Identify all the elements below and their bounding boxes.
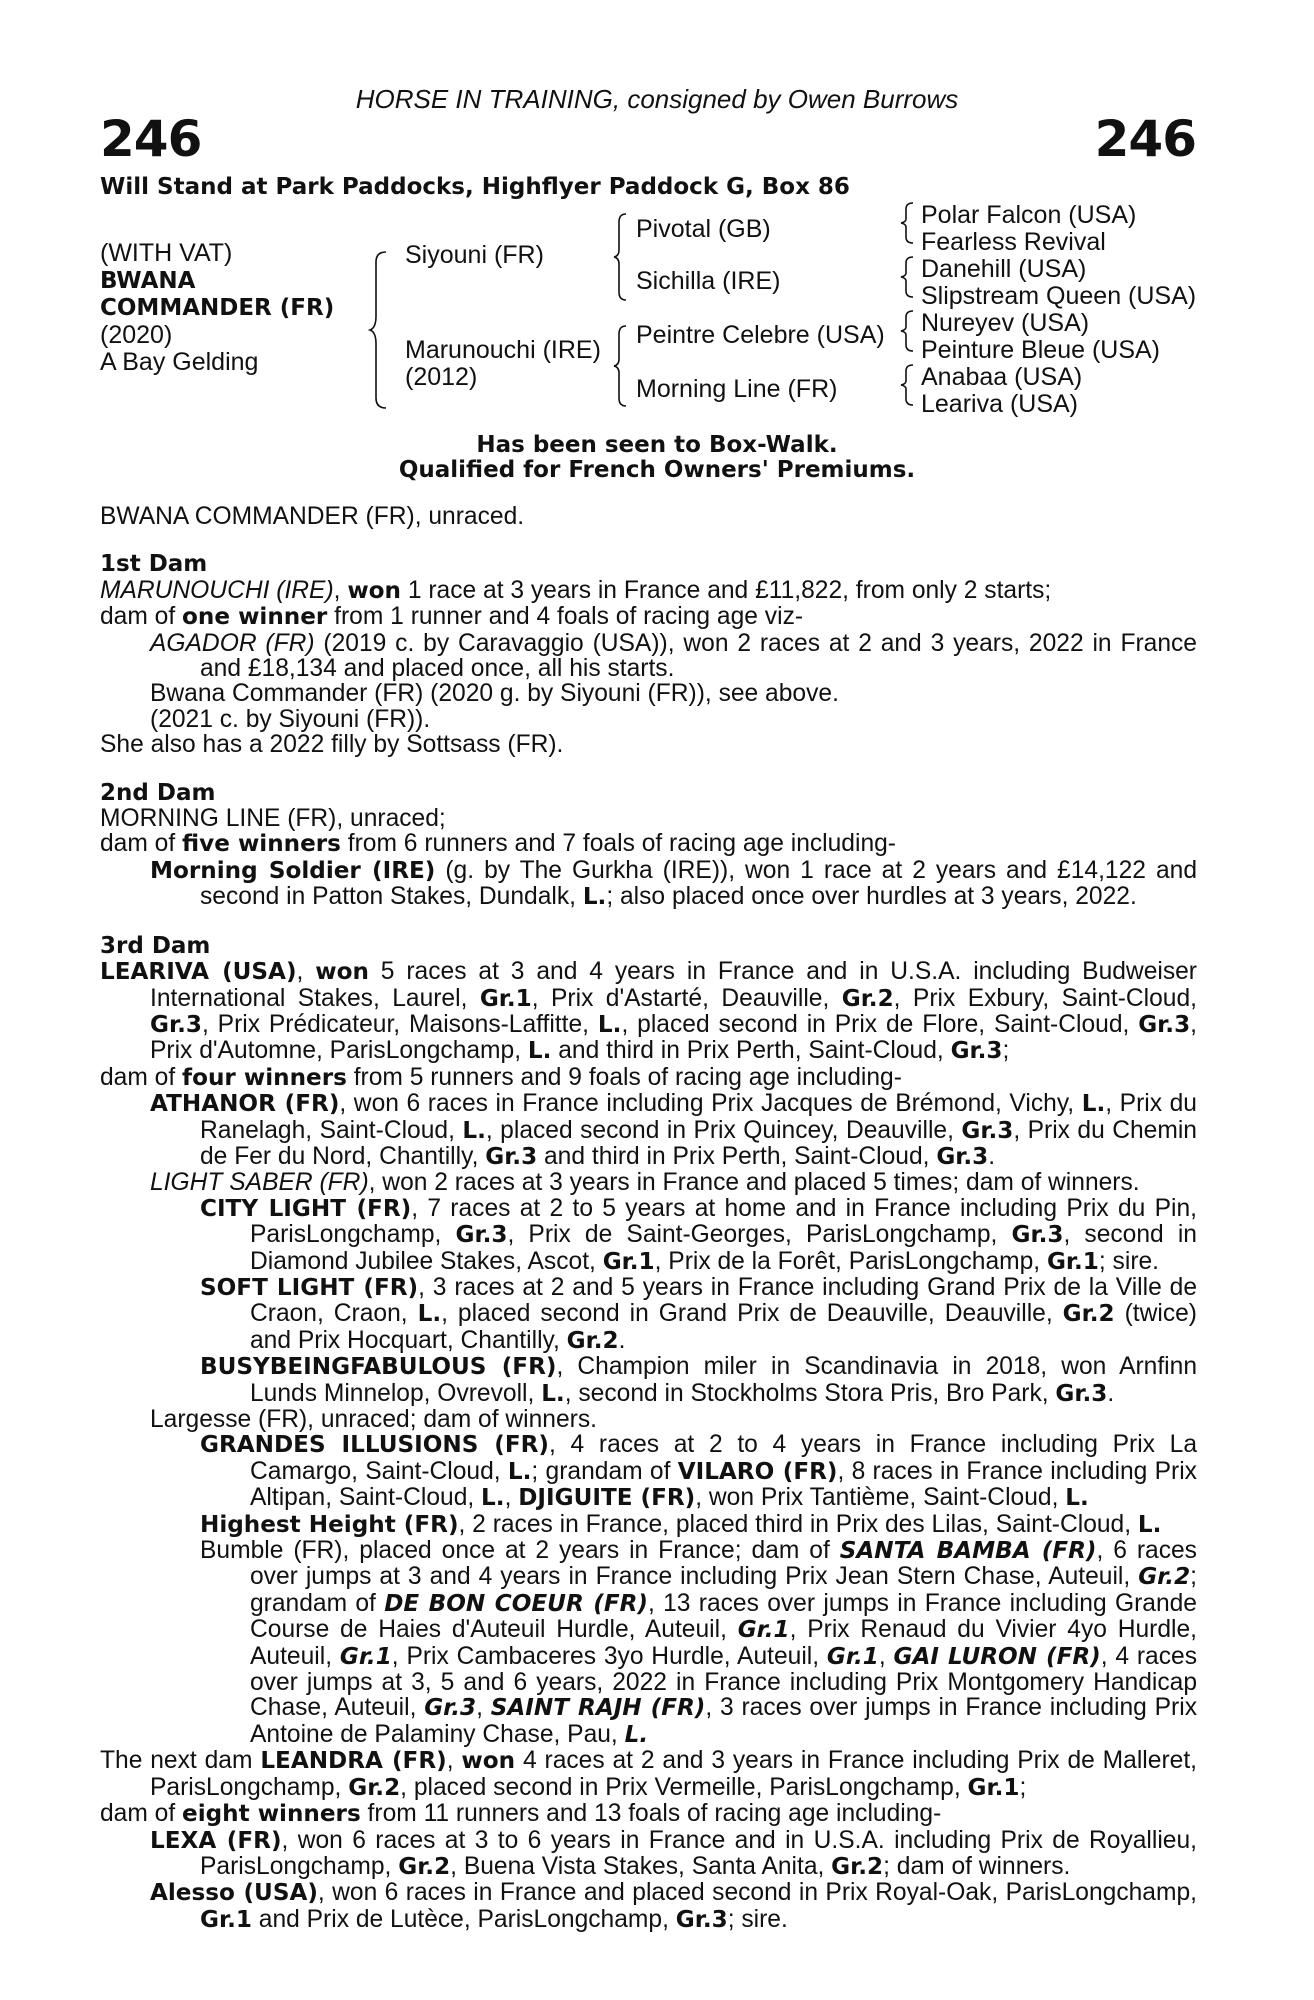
produce-morning-soldier: Morning Soldier (IRE) (g. by The Gurkha (IRE)), won 1 race at 2 years and £14,122 and second in Patton Stakes, Dundalk, L.; also placed once over hurdles at 3 years, 2022. — [150, 856, 1197, 911]
brace-ss — [899, 201, 915, 245]
produce-largesse: Largesse (FR), unraced; dam of winners. — [150, 1406, 597, 1433]
section-heading-1st-dam: 1st Dam — [100, 551, 208, 578]
first-dam-text: MARUNOUCHI (IRE), won 1 race at 3 years in France and £11,822, from only 2 starts; — [100, 576, 1052, 604]
stand-location: Will Stand at Park Paddocks, Highflyer Paddock G, Box 86 — [100, 174, 850, 200]
brace-dam — [612, 324, 628, 408]
produce-2021: (2021 c. by Siyouni (FR)). — [150, 705, 431, 733]
produce-light-saber: LIGHT SABER (FR), won 2 races at 3 years in France and placed 5 times; dam of winners. — [150, 1169, 1140, 1197]
horse-year: (2020) — [100, 321, 173, 349]
horse-description: A Bay Gelding — [100, 348, 259, 376]
sire-dam-sire: Danehill (USA) — [921, 255, 1087, 283]
sire: Siyouni (FR) — [405, 241, 544, 269]
dam-sire: Peintre Celebre (USA) — [636, 321, 885, 349]
sire-sire-dam: Fearless Revival — [921, 228, 1106, 256]
produce-bwana: Bwana Commander (FR) (2020 g. by Siyouni (FR)), see above. — [150, 680, 839, 708]
second-dam-produce: dam of five winners from 6 runners and 7 foals of racing age including- — [100, 830, 896, 858]
first-dam-produce: dam of one winner from 1 runner and 4 foals of racing age viz- — [100, 603, 804, 631]
dam: Marunouchi (IRE) — [405, 336, 601, 364]
produce-grandes-illusions: GRANDES ILLUSIONS (FR), 4 races at 2 to 4 years in France including Prix La Camargo, Saint-Cloud, L.; grandam of VILARO (FR), 8 races in France including Prix Altipan, Saint-Cloud, L., DJIGUITE (FR), won Prix Tantième, Saint-Cloud, L. — [200, 1431, 1198, 1512]
produce-athanor: ATHANOR (FR), won 6 races in France including Prix Jacques de Brémond, Vichy, L., Prix du Ranelagh, Saint-Cloud, L., placed second in Prix Quincey, Deauville, Gr.3, Prix du Chemin de Fer du Nord, Chantilly, Gr.3 and third in Prix Perth, Saint-Cloud, Gr.3. — [150, 1090, 1197, 1170]
section-heading-3rd-dam: 3rd Dam — [100, 932, 211, 959]
sire-sire: Pivotal (GB) — [636, 215, 771, 243]
produce-busybeingfabulous: BUSYBEINGFABULOUS (FR), Champion miler in Scandinavia in 2018, won Arnfinn Lunds Minnelop, Ovrevoll, L., second in Stockholms Stora Pris, Bro Park, Gr.3. — [200, 1353, 1198, 1407]
brace-sd — [899, 255, 915, 299]
dam-dam-dam: Leariva (USA) — [921, 390, 1078, 418]
produce-bumble: Bumble (FR), placed once at 2 years in France; dam of SANTA BAMBA (FR), 6 races over jumps at 3 and 4 years in France including Prix Jean Stern Chase, Auteuil, Gr.2; grandam of DE BON COEUR (FR), 13 races over jumps in France including Grande Course de Haies d'Auteuil Hurdle, Auteuil, Gr.1, Prix Renaud du Vivier 4yo Hurdle, Auteuil, Gr.1, Prix Cambaceres 3yo Hurdle, Auteuil, Gr.1, GAI LURON (FR), 4 races over jumps at 3, 5 and 6 years, 2022 in France including Prix Montgomery Handicap Chase, Auteuil, Gr.3, SAINT RAJH (FR), 3 races over jumps in France including Prix Antoine de Palaminy Chase, Pau, L. — [200, 1537, 1197, 1748]
lot-number-right: 246 — [1094, 110, 1196, 168]
dam-dam-sire: Anabaa (USA) — [921, 363, 1083, 391]
next-dam-produce: dam of eight winners from 11 runners and 13 foals of racing age including- — [100, 1800, 942, 1828]
brace-dd — [899, 363, 915, 407]
produce-lexa: LEXA (FR), won 6 races at 3 to 6 years in France and in U.S.A. including Prix de Royallieu, ParisLongchamp, Gr.2, Buena Vista Stakes, Santa Anita, Gr.2; dam of winners. — [150, 1826, 1197, 1880]
catalogue-body — [100, 504, 1197, 1933]
produce-agador: AGADOR (FR) (2019 c. by Caravaggio (USA)), won 2 races at 2 and 3 years, 2022 in France and £18,134 and placed once, all his starts. — [150, 629, 1197, 683]
dam-dam: Morning Line (FR) — [636, 375, 838, 403]
produce-soft-light: SOFT LIGHT (FR), 3 races at 2 and 5 years in France including Grand Prix de la Ville de Craon, Craon, L., placed second in Grand Prix de Deauville, Deauville, Gr.2 (twice) and Prix Hocquart, Chantilly, Gr.2. — [200, 1273, 1198, 1354]
produce-city-light: CITY LIGHT (FR), 7 races at 2 to 5 years at home and in France including Prix du Pin, ParisLongchamp, Gr.3, Prix de Saint-Georges, ParisLongchamp, Gr.3, second in Diamond Jubilee Stakes, Ascot, Gr.1, Prix de la Forêt, ParisLongchamp, Gr.1; sire. — [200, 1194, 1198, 1275]
produce-2022: She also has a 2022 filly by Sottsass (FR). — [100, 731, 564, 759]
second-dam-text: MORNING LINE (FR), unraced; — [100, 805, 446, 833]
produce-alesso: Alesso (USA), won 6 races in France and placed second in Prix Royal-Oak, ParisLongchamp, Gr.1 and Prix de Lutèce, ParisLongchamp, Gr.3; sire. — [150, 1879, 1197, 1933]
lot-number-left: 246 — [100, 110, 202, 168]
horse-name-line1: BWANA — [100, 268, 196, 294]
consignment-header: HORSE IN TRAINING, consigned by Owen Burrows — [355, 84, 959, 114]
section-heading-2nd-dam: 2nd Dam — [100, 779, 216, 806]
brace-ds — [899, 309, 915, 353]
dam-sire-dam: Peinture Bleue (USA) — [921, 336, 1161, 364]
brace-main — [368, 250, 390, 410]
premiums-note: Qualified for French Owners' Premiums. — [398, 457, 916, 483]
brace-sire — [612, 212, 628, 302]
dam-year: (2012) — [405, 363, 478, 391]
third-dam-produce: dam of four winners from 5 runners and 9 foals of racing age including- — [100, 1063, 902, 1091]
intro-line: BWANA COMMANDER (FR), unraced. — [100, 503, 525, 530]
dam-sire-sire: Nureyev (USA) — [921, 309, 1090, 337]
sire-sire-sire: Polar Falcon (USA) — [921, 201, 1137, 229]
sire-dam-dam: Slipstream Queen (USA) — [921, 282, 1197, 310]
vat-label: (WITH VAT) — [100, 239, 233, 267]
box-walk-note: Has been seen to Box-Walk. — [476, 432, 838, 458]
next-dam-text: The next dam LEANDRA (FR), won 4 races at 2 and 3 years in France including Prix de Malleret, ParisLongchamp, Gr.2, placed second in Prix Vermeille, ParisLongchamp, Gr.1; — [100, 1747, 1197, 1801]
third-dam-text: LEARIVA (USA), won 5 races at 3 and 4 years in France and in U.S.A. including Budweiser International Stakes, Laurel, Gr.1, Prix d'Astarté, Deauville, Gr.2, Prix Exbury, Saint-Cloud, Gr.3, Prix Prédicateur, Maisons-Laffitte, L., placed second in Prix de Flore, Saint-Cloud, Gr.3, Prix d'Automne, ParisLongchamp, L. and third in Prix Perth, Saint-Cloud, Gr.3; — [100, 958, 1197, 1065]
horse-name-line2: COMMANDER (FR) — [100, 295, 335, 321]
sire-dam: Sichilla (IRE) — [636, 267, 781, 295]
produce-highest-height: Highest Height (FR), 2 races in France, placed third in Prix des Lilas, Saint-Cloud, L. — [200, 1510, 1162, 1538]
